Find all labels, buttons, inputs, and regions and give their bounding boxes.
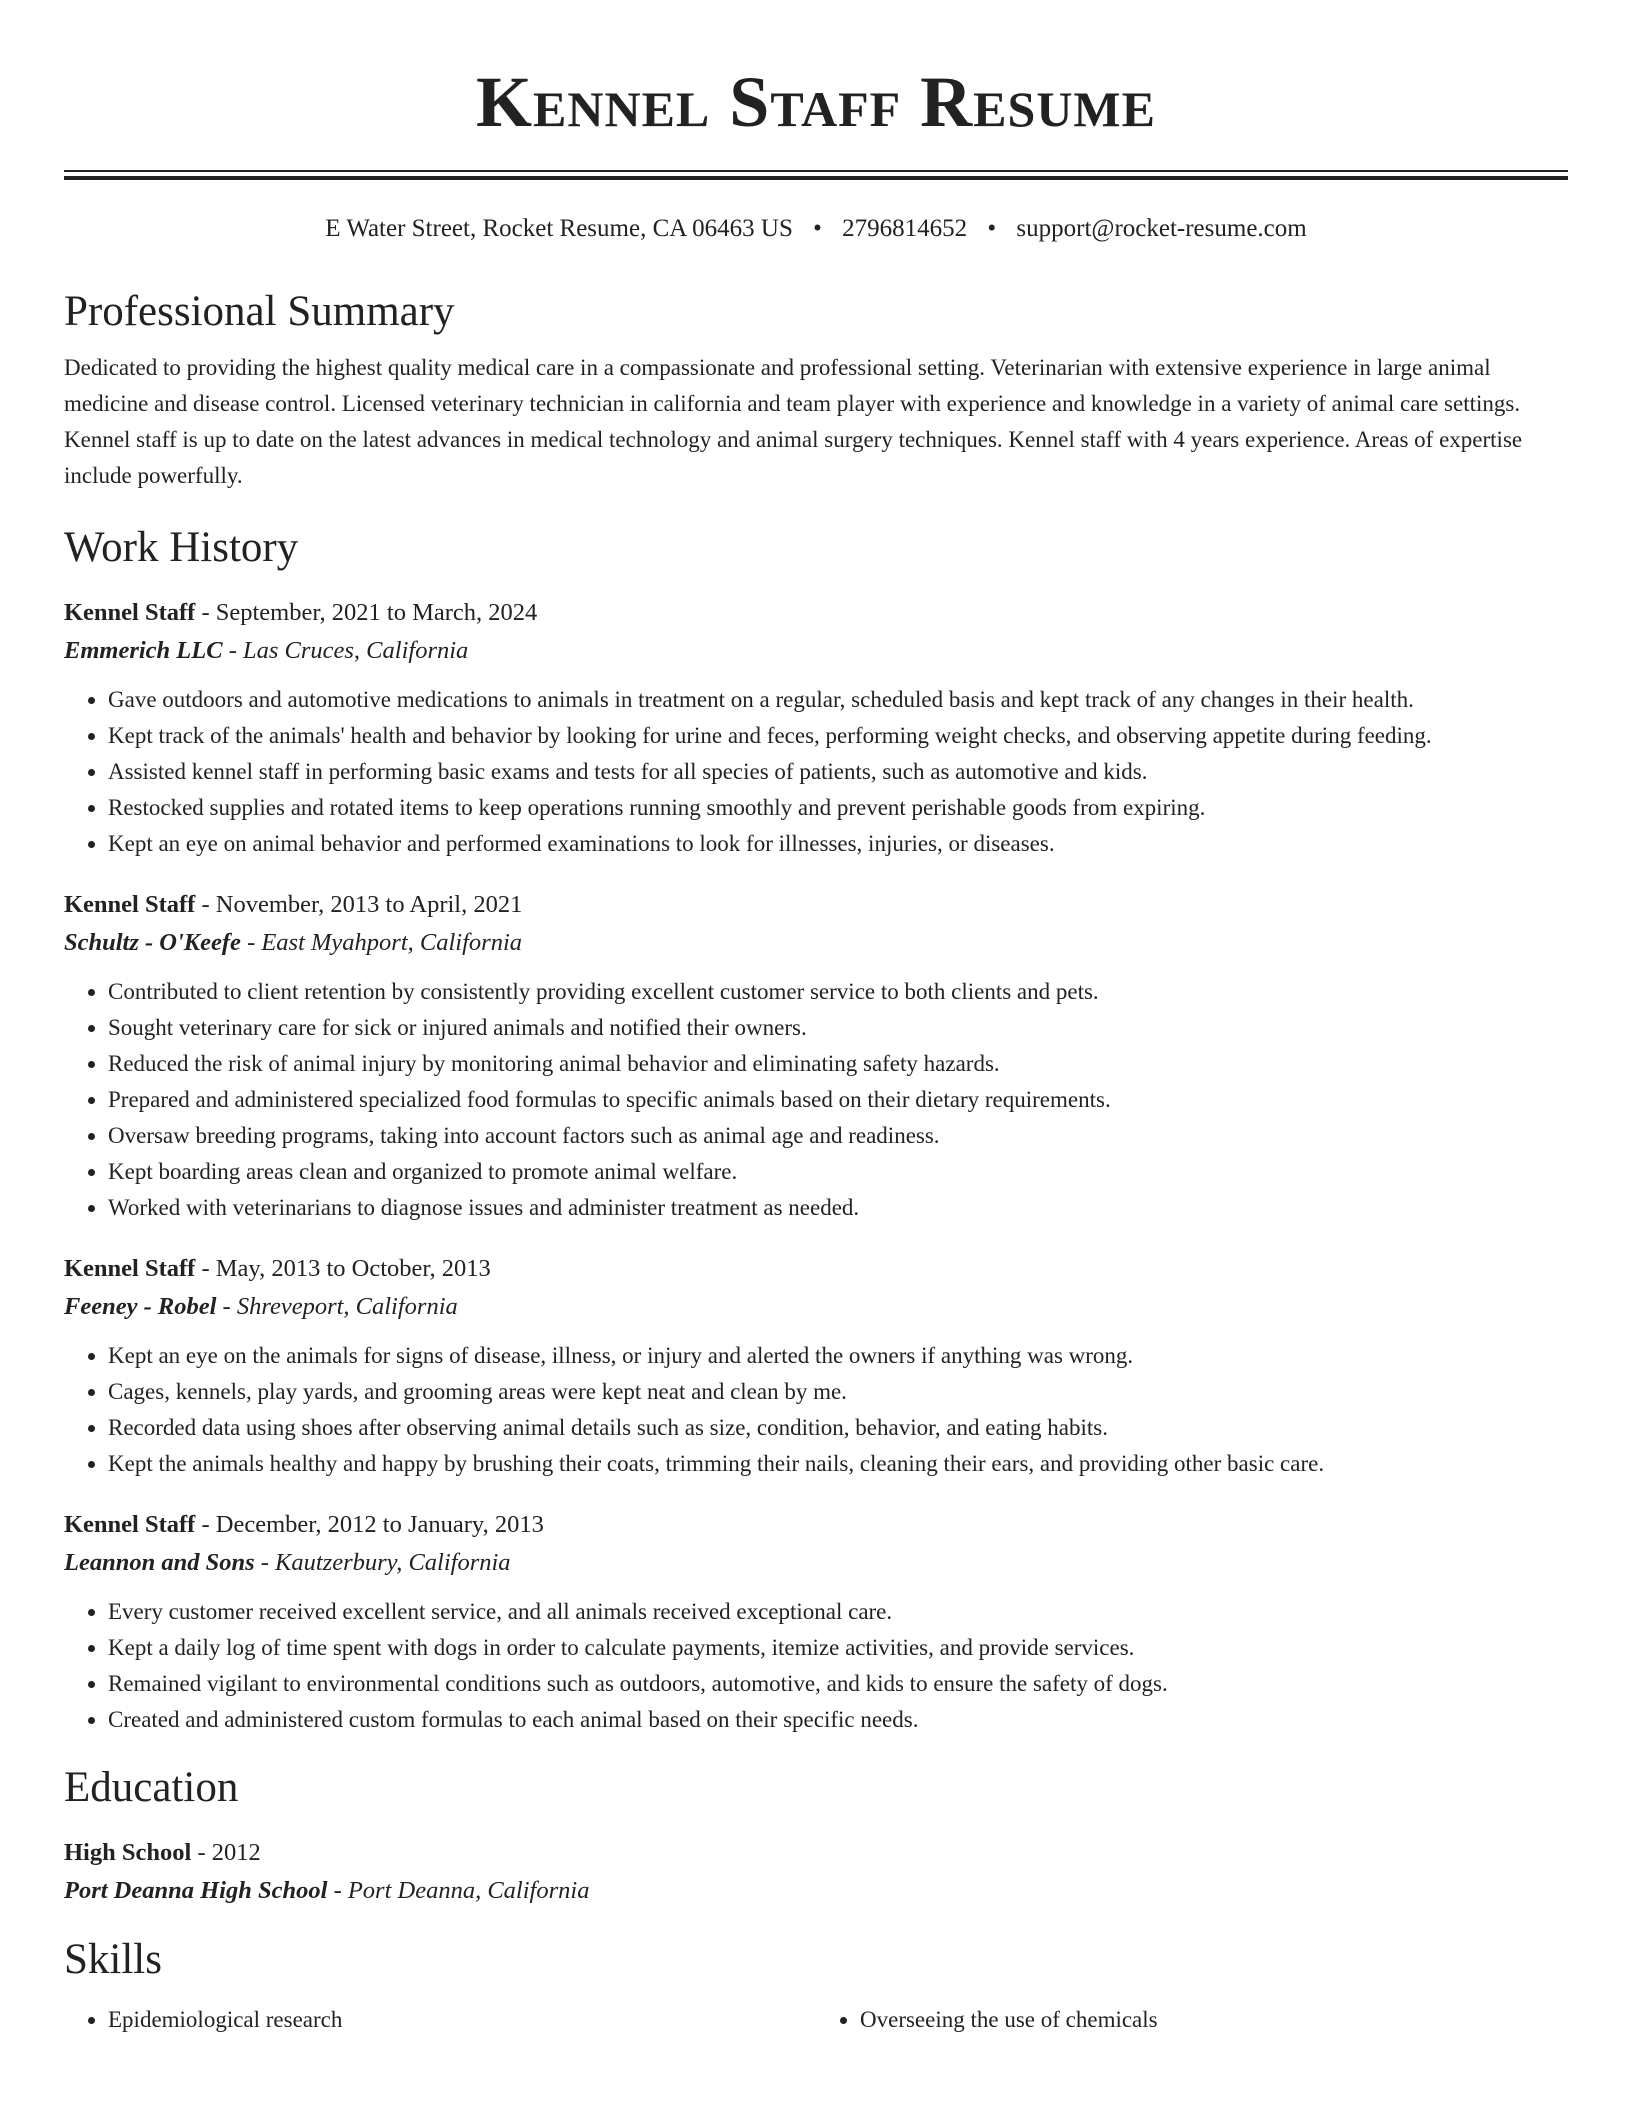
job-bullet: • Gave outdoors and automotive medications to animals in treatment on a regular, scheduled basis and kept track of any changes in their health. xyxy=(108,682,1568,718)
education-section xyxy=(64,1760,1568,1910)
skills-grid xyxy=(64,2002,1568,2038)
work-history-section xyxy=(64,520,1568,1738)
job-bullet: • Kept an eye on the animals for signs of disease, illness, or injury and alerted the owners if anything was wrong. xyxy=(108,1338,1568,1374)
job-bullet: • Contributed to client retention by consistently providing excellent customer service to both clients and pets. xyxy=(108,974,1568,1010)
job-bullet: • Sought veterinary care for sick or injured animals and notified their owners. xyxy=(108,1010,1568,1046)
job-bullets xyxy=(64,974,1568,1226)
job-title: Kennel Staff xyxy=(64,599,196,626)
job-title-line xyxy=(64,1250,1568,1288)
job-dates: - May, 2013 to October, 2013 xyxy=(195,1255,491,1282)
job-bullet: • Kept the animals healthy and happy by brushing their coats, trimming their nails, cleaning their ears, and providing other basic care. xyxy=(108,1446,1568,1482)
skills-section xyxy=(64,1932,1568,2038)
job-title-line xyxy=(64,886,1568,924)
degree-line xyxy=(64,1834,1568,1872)
job-bullets xyxy=(64,1338,1568,1482)
resume-title: Kennel Staff Resume xyxy=(476,62,1156,142)
job-bullet: • Cages, kennels, play yards, and grooming areas were kept neat and clean by me. xyxy=(108,1374,1568,1410)
education-entry xyxy=(64,1834,1568,1910)
company-name: Schultz - O'Keefe xyxy=(64,929,241,956)
job-bullet: • Remained vigilant to environmental conditions such as outdoors, automotive, and kids to ensure the safety of dogs. xyxy=(108,1666,1568,1702)
contact-separator: • xyxy=(813,215,822,242)
resume-page xyxy=(64,0,1568,2038)
job-bullets xyxy=(64,682,1568,862)
job-bullet: • Kept boarding areas clean and organized to promote animal welfare. xyxy=(108,1154,1568,1190)
job-bullet: • Reduced the risk of animal injury by monitoring animal behavior and eliminating safety hazards. xyxy=(108,1046,1568,1082)
summary-heading: Professional Summary xyxy=(64,288,455,335)
job-title: Kennel Staff xyxy=(64,891,196,918)
company-location: - Las Cruces, California xyxy=(222,637,469,664)
skills-heading: Skills xyxy=(64,1936,162,1983)
title-divider xyxy=(64,170,1568,180)
job-bullet: • Kept a daily log of time spent with dogs in order to calculate payments, itemize activities, and provide services. xyxy=(108,1630,1568,1666)
job-entry xyxy=(64,886,1568,1226)
company-location: - East Myahport, California xyxy=(240,929,523,956)
skill-item: • Epidemiological research xyxy=(108,2002,816,2038)
job-bullet: • Created and administered custom formulas to each animal based on their specific needs. xyxy=(108,1702,1568,1738)
job-bullet: • Recorded data using shoes after observing animal details such as size, condition, behavior, and eating habits. xyxy=(108,1410,1568,1446)
summary-text: Dedicated to providing the highest quality medical care in a compassionate and professional setting. Veterinarian with extensive experience in large animal medicine and disease control. Licensed veterinary technician in california and team player with experience and knowledge in a variety of animal care settings. Kennel staff is up to date on the latest advances in medical technology and animal surgery techniques. Kennel staff with 4 years experience. Areas of expertise include powerfully. xyxy=(64,355,1523,488)
job-entry xyxy=(64,1250,1568,1482)
job-title-line xyxy=(64,1506,1568,1544)
contact-line xyxy=(64,212,1568,246)
company-location: - Shreveport, California xyxy=(216,1293,458,1320)
job-entry xyxy=(64,1506,1568,1738)
contact-email: support@rocket-resume.com xyxy=(1016,215,1307,242)
company-location: - Kautzerbury, California xyxy=(254,1549,511,1576)
degree: High School xyxy=(64,1839,192,1866)
school-name: Port Deanna High School xyxy=(64,1877,328,1904)
graduation-year: - 2012 xyxy=(191,1839,261,1866)
job-bullet: • Worked with veterinarians to diagnose issues and administer treatment as needed. xyxy=(108,1190,1568,1226)
company-line xyxy=(64,1544,1568,1582)
contact-separator: • xyxy=(987,215,997,242)
job-dates: - December, 2012 to January, 2013 xyxy=(195,1511,544,1538)
job-title: Kennel Staff xyxy=(64,1511,196,1538)
education-heading: Education xyxy=(64,1764,239,1811)
job-bullet: • Assisted kennel staff in performing basic exams and tests for all species of patients, such as automotive and kids. xyxy=(108,754,1568,790)
job-bullet: • Kept track of the animals' health and behavior by looking for urine and feces, performing weight checks, and observing appetite during feeding. xyxy=(108,718,1568,754)
job-bullet: • Oversaw breeding programs, taking into account factors such as animal age and readiness. xyxy=(108,1118,1568,1154)
job-bullet: • Restocked supplies and rotated items to keep operations running smoothly and prevent perishable goods from expiring. xyxy=(108,790,1568,826)
company-line xyxy=(64,1288,1568,1326)
skills-column-left xyxy=(64,2002,816,2038)
contact-address: E Water Street, Rocket Resume, CA 06463 US xyxy=(325,215,793,242)
job-title-line xyxy=(64,594,1568,632)
school-line xyxy=(64,1872,1568,1910)
company-line xyxy=(64,632,1568,670)
job-dates: - September, 2021 to March, 2024 xyxy=(195,599,538,626)
company-name: Feeney - Robel xyxy=(64,1293,217,1320)
contact-phone: 2796814652 xyxy=(842,215,968,242)
skill-item: • Overseeing the use of chemicals xyxy=(860,2002,1568,2038)
school-location: - Port Deanna, California xyxy=(327,1877,590,1904)
company-name: Emmerich LLC xyxy=(64,637,223,664)
job-bullet: • Kept an eye on animal behavior and performed examinations to look for illnesses, injuries, or diseases. xyxy=(108,826,1568,862)
company-line xyxy=(64,924,1568,962)
job-bullet: • Prepared and administered specialized food formulas to specific animals based on their dietary requirements. xyxy=(108,1082,1568,1118)
job-entry xyxy=(64,594,1568,862)
job-title: Kennel Staff xyxy=(64,1255,196,1282)
job-dates: - November, 2013 to April, 2021 xyxy=(195,891,523,918)
company-name: Leannon and Sons xyxy=(64,1549,255,1576)
summary-section xyxy=(64,284,1568,494)
work-history-heading: Work History xyxy=(64,524,299,571)
job-bullets xyxy=(64,1594,1568,1738)
skills-column-right xyxy=(816,2002,1568,2038)
job-bullet: • Every customer received excellent service, and all animals received exceptional care. xyxy=(108,1594,1568,1630)
